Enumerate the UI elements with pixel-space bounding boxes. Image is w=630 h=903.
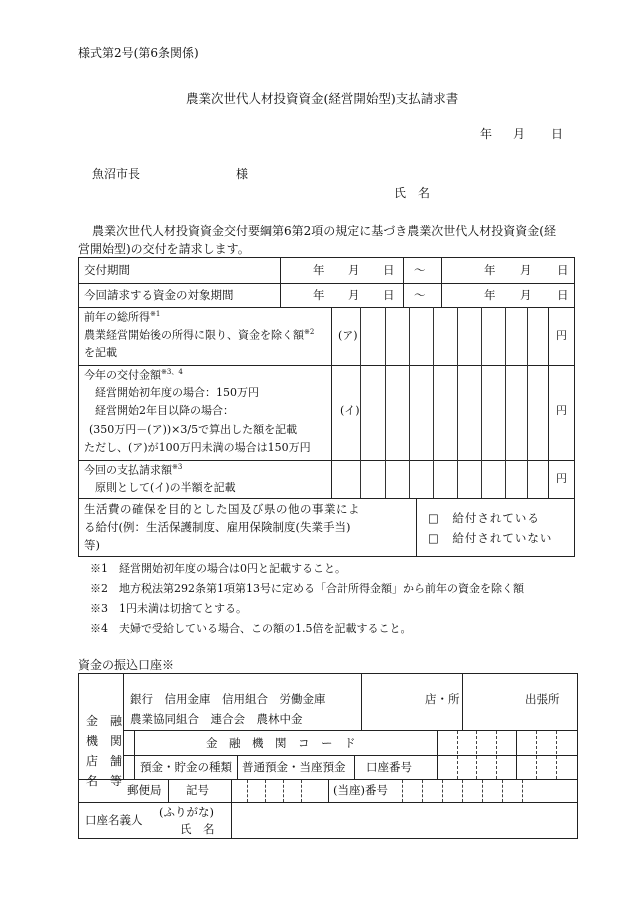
period-tilde: ～	[414, 263, 426, 277]
other-benefits-line-1: 生活費の確保を目的とした国及び県の他の事業によ	[84, 502, 360, 516]
target-period-label: 今回請求する資金の対象期間	[84, 288, 234, 302]
symbol-label: 記号	[186, 783, 209, 797]
institution-types-line-1: 銀行 信用金庫 信用組合 労働金庫	[130, 692, 326, 706]
grant-rule-1: 経営開始初年度の場合：150万円	[95, 386, 259, 399]
post-office-label: 郵便局	[127, 783, 162, 797]
benefit-not-received-checkbox[interactable]: □ 給付されていない	[428, 531, 553, 545]
other-benefits-line-2: る給付(例：生活保護制度、雇用保険制度(失業手当)	[84, 520, 351, 534]
note-4: ※4 夫婦で受給している場合、この額の1.5倍を記載すること。	[90, 622, 412, 635]
addressee: 魚沼市長	[92, 167, 141, 181]
period-start-year: 年	[313, 263, 325, 277]
period-end-month: 月	[520, 263, 532, 277]
bank-account-section-title: 資金の振込口座※	[78, 658, 175, 672]
deposit-type-options[interactable]: 普通預金・当座預金	[242, 760, 346, 774]
intro-line-2: 営開始型)の交付を請求します。	[78, 242, 250, 256]
grant-rule-3: (350万円－(ア))×3/5で算出した額を記載	[89, 423, 298, 436]
deposit-type-label: 預金・貯金の種類	[140, 760, 232, 774]
side-label-2: 機 関	[86, 734, 123, 748]
target-start-day: 日	[383, 288, 395, 302]
note-3: ※3 1円未満は切捨てとする。	[90, 602, 247, 615]
period-end-year: 年	[484, 263, 496, 277]
grant-period-label: 交付期間	[84, 263, 130, 277]
sub-branch-label: 出張所	[525, 692, 560, 706]
side-label-3: 店 舗	[86, 754, 123, 768]
date-month-label: 月	[513, 127, 526, 141]
target-end-day: 日	[557, 288, 569, 302]
honorific: 様	[236, 167, 249, 181]
date-day-label: 日	[551, 127, 564, 141]
target-end-month: 月	[520, 288, 532, 302]
date-year-label: 年	[480, 127, 493, 141]
target-end-year: 年	[484, 288, 496, 302]
intro-line-1: 農業次世代人材投資資金交付要綱第6第2項の規定に基づき農業次世代人材投資資金(経	[92, 224, 556, 238]
other-benefits-line-3: 等)	[84, 538, 100, 552]
note-2: ※2 地方税法第292条第1項第13号に定める「合計所得金額」から前年の資金を除く額	[90, 582, 524, 595]
grant-yen: 円	[556, 404, 567, 417]
grant-rule-4: ただし、(ア)が100万円未満の場合は150万円	[84, 441, 311, 454]
furigana-label: (ふりがな)	[159, 805, 214, 819]
target-start-year: 年	[313, 288, 325, 302]
account-holder-label: 口座名義人	[85, 813, 143, 827]
mark-i: (イ)	[340, 404, 360, 417]
institution-types-line-2: 農業協同組合 連合会 農林中金	[130, 712, 303, 726]
institution-code-label: 金 融 機 関 コ ー ド	[206, 736, 356, 750]
mark-a: (ア)	[338, 329, 358, 342]
period-start-month: 月	[348, 263, 360, 277]
prev-income-title: 前年の総所得$^{※1}$	[84, 310, 161, 324]
payment-request-desc: 原則として(イ)の半額を記載	[95, 481, 236, 494]
page-title: 農業次世代人材投資資金(経営開始型)支払請求書	[186, 91, 459, 106]
period-end-day: 日	[557, 263, 569, 277]
side-label-4: 名 等	[86, 774, 123, 788]
target-start-month: 月	[348, 288, 360, 302]
holder-name-label: 氏 名	[180, 822, 215, 836]
account-number-label: 口座番号	[366, 760, 412, 774]
form-number: 様式第2号(第6条関係)	[78, 46, 199, 60]
prev-income-desc-2: を記載	[84, 346, 117, 359]
target-tilde: ～	[414, 288, 426, 302]
note-1: ※1 経営開始初年度の場合は0円と記載すること。	[90, 562, 346, 575]
applicant-name-label: 氏 名	[394, 186, 431, 200]
payment-yen: 円	[556, 472, 567, 485]
period-start-day: 日	[383, 263, 395, 277]
benefit-received-checkbox[interactable]: □ 給付されている	[428, 511, 540, 525]
current-number-label: (当座)番号	[333, 783, 388, 797]
grant-rule-2: 経営開始2年目以降の場合：	[95, 404, 234, 417]
prev-income-desc: 農業経営開始後の所得に限り、資金を除く額$^{※2}$	[84, 328, 315, 342]
prev-income-yen: 円	[556, 329, 567, 342]
grant-amount-title: 今年の交付金額$^{※3、4}$	[84, 368, 183, 382]
branch-label: 店・所	[425, 692, 460, 706]
side-label-1: 金 融	[86, 714, 123, 728]
payment-request-title: 今回の支払請求額$^{※3}$	[84, 463, 183, 477]
